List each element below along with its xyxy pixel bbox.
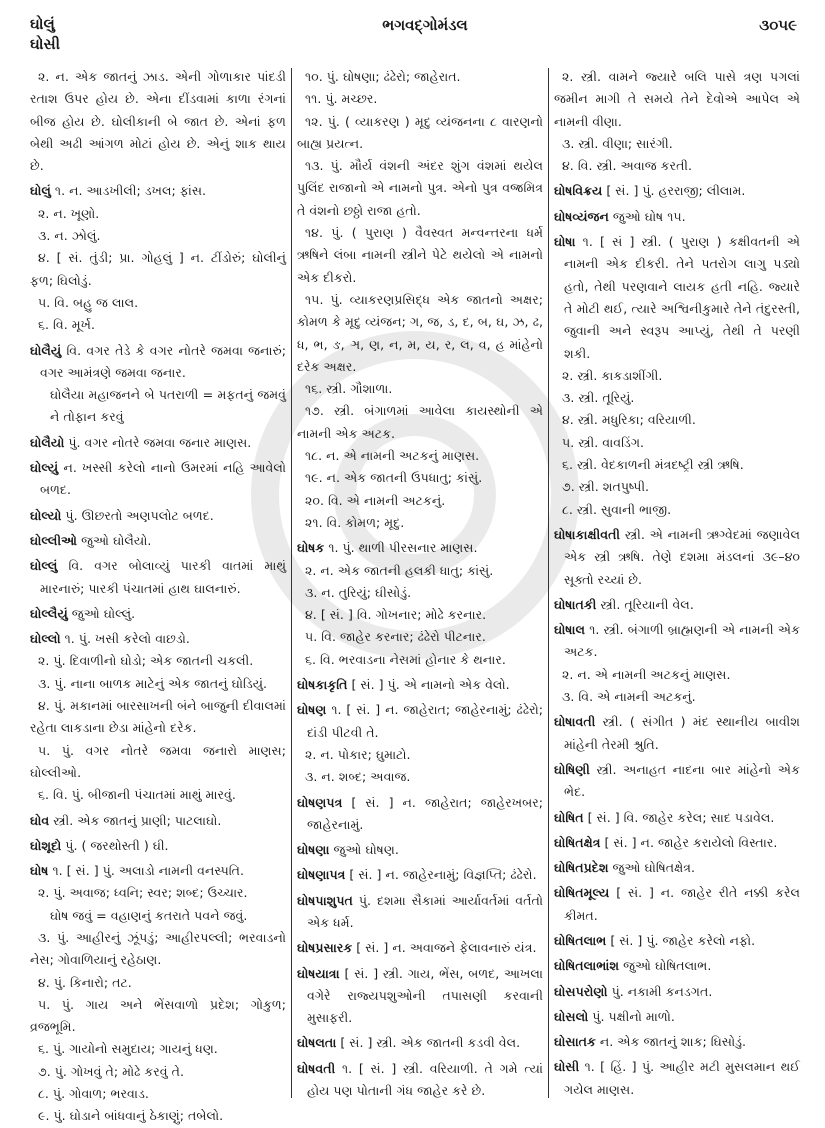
dictionary-entry bbox=[554, 524, 800, 591]
sense-item bbox=[297, 744, 543, 766]
column-3 bbox=[554, 66, 800, 1101]
headword: ઘોષિતક્ષેત્ર bbox=[554, 834, 601, 850]
sense-item bbox=[297, 66, 543, 88]
definition-text: ૪. [ સં. ] વિ. ગોખનાર; મોઢે કરનાર. bbox=[305, 607, 487, 623]
definition-text: સ્ત્રી. એ નામની ઋગ્વેદમાં જણાવેલ એક સ્ત્રી ઋષિ. તેણે દશમા મંડલનાં ૩૯–૪૦ સૂક્તો રચ્યાં છે. bbox=[564, 526, 800, 587]
definition-text: [ સં. ] ન. જાહેર કરાયેલો વિસ્તાર. bbox=[604, 834, 778, 850]
headword: ઘોષલતા bbox=[297, 1035, 337, 1051]
definition-text: સ્ત્રી. એક જાતનું પ્રાણી; પાટલાઘો. bbox=[53, 812, 222, 828]
sense-item bbox=[30, 292, 286, 314]
sense-item bbox=[554, 409, 800, 431]
dictionary-entry bbox=[30, 530, 286, 552]
dictionary-entry bbox=[554, 206, 800, 228]
headword: ઘોષિતમૂલ્ય bbox=[554, 885, 610, 901]
definition-text: ૨. ન. એક જાતની હલકી ધાતુ; કાંસું. bbox=[305, 562, 494, 578]
definition-text: [ સં. ] પું. હરરાજી; લીલામ. bbox=[606, 183, 746, 199]
sense-item bbox=[30, 66, 286, 177]
definition-text: ૨. ન. પોકાર; ઘુમાટો. bbox=[305, 746, 411, 762]
headword: ઘોષણા bbox=[297, 842, 330, 858]
column-2 bbox=[297, 66, 543, 1102]
running-title: ભગવદ્ગોમંડલ bbox=[382, 16, 468, 34]
headword: ઘોષવ્યંજન bbox=[554, 208, 609, 224]
definition-text: ૧. [ સં. ] ન. જાહેરાત; જાહેરનામું; ઢંઢેરો; દાંડી પીટવી તે. bbox=[307, 702, 543, 740]
dictionary-entry bbox=[30, 505, 286, 527]
dictionary-entry bbox=[297, 699, 543, 744]
definition-text: ઘોષ જવું = વહાણનું કતરાતે પવને જવું. bbox=[50, 907, 248, 923]
dictionary-entry bbox=[297, 839, 543, 861]
definition-text: ૨. પું. દિવાળીનો ઘોડો; એક જાતની ચકલી. bbox=[38, 653, 254, 669]
definition-text: જુઓ ઘોષણ. bbox=[333, 842, 399, 858]
headword: ઘોલૈયો bbox=[30, 434, 65, 450]
dictionary-entry bbox=[30, 340, 286, 385]
definition-text: [ સં. ] ન. જાહેર રીતે નક્કી કરેલ કીમત. bbox=[564, 885, 800, 923]
definition-text: ૨. ન. એ નામની અટકનું માણસ. bbox=[562, 666, 731, 682]
definition-text: ૧૫. પું. વ્યાકરણપ્રસિદ્ધ એક જાતનો અક્ષર; કોમળ કે મૃદુ વ્યંજન; ગ, જ, ડ, દ, બ, ઘ, ઝ, ઢ, ધ, ભ, ઙ, ઞ, ણ, ન, મ, ય, ર, લ, વ, હ માંહેનો દરેક અક્ષર. bbox=[297, 291, 543, 374]
definition-text: ૪. [ સં. તુંડી; પ્રા. ગોહલું ] ન. ટીંડોરું; ઘોલીનું ફળ; ઘિલોડું. bbox=[30, 250, 286, 288]
sense-item bbox=[297, 155, 543, 222]
headword: ઘોસલો bbox=[554, 1008, 589, 1024]
definition-text: વિ. વગર તેડે કે વગર નોતરે જમવા જનારું; વગર આમંત્રણે જમવા જનાર. bbox=[40, 342, 286, 380]
sense-item bbox=[554, 686, 800, 708]
definition-text: ન. ખસ્સી કરેલો નાનો ઉમરમાં નહિ આવેલો બળદ. bbox=[40, 460, 286, 498]
sense-item bbox=[30, 247, 286, 292]
definition-text: ઘોલૈયા મહાજનને બે પતરાળી = મફતનું જમવું ને તોફાન કરવું bbox=[50, 387, 286, 425]
sense-item bbox=[297, 400, 543, 445]
dictionary-entry bbox=[30, 603, 286, 625]
sense-item bbox=[30, 1038, 286, 1060]
sense-item bbox=[554, 365, 800, 387]
sense-item bbox=[297, 604, 543, 626]
headword: ઘોસાતક bbox=[554, 1034, 596, 1050]
dictionary-entry bbox=[554, 759, 800, 804]
definition-text: વિ. વગર બોલાવ્યું પારકી વાતમાં માથું મારનારું; પારકી પંચાતમાં હાથ ઘાલનારું. bbox=[40, 558, 286, 596]
dictionary-entry bbox=[554, 832, 800, 854]
sense-item bbox=[30, 203, 286, 225]
definition-text: ૬. વિ. ભરવાડના નેસમાં હોનાર કે થનાર. bbox=[305, 651, 506, 667]
definition-text: ૩. સ્ત્રી. વીણા; સારંગી. bbox=[562, 135, 673, 151]
definition-text: ૨. ન. ખૂણો. bbox=[38, 205, 100, 221]
dictionary-entry bbox=[554, 930, 800, 952]
definition-text: ૧૨. પું. ( વ્યાકરણ ) મૃદુ વ્યંજનના ૮ વારણનો બાહ્ય પ્રયત્ન. bbox=[297, 113, 543, 151]
definition-text: જુઓ ઘોષિતલાભ. bbox=[623, 958, 712, 974]
sense-item bbox=[297, 626, 543, 648]
definition-text: સ્ત્રી. ( સંગીત ) મંદ સ્થાનીય બાવીશ માંહેની તેરમી શ્રુતિ. bbox=[564, 714, 800, 752]
sense-item bbox=[297, 649, 543, 671]
dictionary-entry bbox=[297, 937, 543, 959]
dictionary-entry bbox=[297, 537, 543, 559]
headword: ઘોલ્યું bbox=[30, 460, 59, 476]
headword: ઘોલ્યો bbox=[30, 507, 62, 523]
definition-text: ૭. પું. ગોખવું તે; મોઢે કરવું તે. bbox=[38, 1063, 184, 1079]
definition-text: ૧. ન. આડખીલી; ડખલ; ફાંસ. bbox=[54, 183, 207, 199]
definition-text: [ સં. ] ન. જાહેરનામું; વિજ્ઞપ્તિ; ઢંઢેરો. bbox=[349, 867, 537, 883]
definition-text: ૨. ન. એક જાતનું ઝાડ. એની ગોળાકાર પાંદડી રતાશ ઉપર હોય છે. એના દીંડવામાં કાળા રંગનાં બીજ હોય છે. ઘોલીકાની બે જાત છે. એનાં ફળ બેથી અઢી આંગળ મોટાં હોય છે. એનું શાક થાય છે. bbox=[30, 69, 286, 174]
sense-item bbox=[297, 560, 543, 582]
definition-text: ૧૬. સ્ત્રી. ગૌશાળા. bbox=[305, 381, 393, 397]
sense-item bbox=[30, 225, 286, 247]
definition-text: પું. નકામી કનડગત. bbox=[611, 983, 713, 999]
dictionary-entry bbox=[554, 882, 800, 927]
headword: ઘોલું bbox=[30, 183, 51, 199]
definition-text: ૩. ન. શબ્દ; અવાજ. bbox=[305, 769, 411, 785]
headword: ઘોષણપત્ર bbox=[297, 794, 343, 810]
sense-item bbox=[30, 314, 286, 336]
definition-text: ન. એક જાતનું શાક; ઘિસોડું. bbox=[599, 1034, 747, 1050]
definition-text: ૩. સ્ત્રી. તૂરિયું. bbox=[562, 390, 635, 406]
definition-text: સ્ત્રી. અનાહત નાદના બાર માંહેનો એક ભેદ. bbox=[564, 761, 800, 800]
sense-item bbox=[30, 994, 286, 1039]
definition-text: [ સં. ] ન. જાહેરાત; જાહેરખબર; જાહેરનામું. bbox=[307, 794, 543, 832]
idiom-example bbox=[30, 905, 286, 927]
definition-text: ૧૪. પું. ( પુરાણ ) વૈવસ્વત મન્વન્તરના ધર્મ ઋષિને લંબા નામની સ્ત્રીને પેટે થયેલો એ નામનો એક દીકરો. bbox=[297, 225, 543, 285]
definition-text: ૮. સ્ત્રી. સુવાની ભાજી. bbox=[562, 501, 672, 517]
sense-item bbox=[30, 673, 286, 695]
definition-text: ૭. સ્ત્રી. શતપુષ્પી. bbox=[562, 479, 650, 495]
definition-text: ૧. [ સં. ] સ્ત્રી. વરિયાળી. તે ગમે ત્યાં હોય પણ પોતાની ગંધ જાહેર કરે છે. bbox=[307, 1060, 543, 1099]
definition-text: ૯. પું. ઘોડાને બાંધવાનું ઠેકાણું; તબેલો. bbox=[38, 1108, 224, 1124]
sense-item bbox=[30, 1083, 286, 1105]
definition-text: ૨. સ્ત્રી. વામને જ્યારે બલિ પાસે ત્રણ પગલાં જમીન માગી તે સમયે તેને દેવોએ આપેલ એ નામની વીણા. bbox=[554, 69, 800, 129]
column-divider bbox=[548, 68, 549, 1098]
column-1 bbox=[30, 66, 286, 1128]
headword: ઘોશૂદો bbox=[30, 837, 62, 853]
headword: ઘોષા bbox=[554, 234, 576, 250]
dictionary-entry bbox=[30, 860, 286, 882]
sense-item bbox=[297, 222, 543, 289]
idiom-example bbox=[30, 384, 286, 429]
sense-item bbox=[297, 490, 543, 512]
sense-item bbox=[30, 972, 286, 994]
headword: ઘોષાલ bbox=[554, 622, 586, 638]
headword: ઘોલ્લૈયું bbox=[30, 605, 68, 621]
headword: ઘોલ્લું bbox=[30, 558, 58, 574]
headword: ઘોસી bbox=[554, 1059, 580, 1075]
dictionary-entry bbox=[30, 555, 286, 600]
sense-item bbox=[554, 476, 800, 498]
headword: ઘોષવતી bbox=[297, 1060, 336, 1076]
sense-item bbox=[30, 695, 286, 740]
sense-item bbox=[554, 432, 800, 454]
sense-item bbox=[554, 133, 800, 155]
sense-item bbox=[554, 499, 800, 521]
definition-text: ૬. સ્ત્રી. વેદકાળની મંત્રદષ્ટ્રી સ્ત્રી ઋષિ. bbox=[562, 457, 744, 473]
definition-text: ૨૧. વિ. કોમળ; મૃદુ. bbox=[305, 514, 405, 530]
definition-text: પું. પક્ષીનો માળો. bbox=[592, 1008, 675, 1024]
sense-item bbox=[554, 66, 800, 133]
headword: ઘોષાકાક્ષીવતી bbox=[554, 526, 621, 542]
sense-item bbox=[297, 582, 543, 604]
headword: ઘોષપાશુપત bbox=[297, 892, 353, 908]
column-divider bbox=[291, 68, 292, 1098]
dictionary-entry bbox=[554, 619, 800, 664]
definition-text: ૧૩. પું. મૌર્ય વંશની અંદર શુંગ વંશમાં થયેલ પુલિંદ રાજાનો એ નામનો પુત્ર. એનો પુત્ર વજ્રમિત્ર તે વંશનો છઠ્ઠો રાજા હતો. bbox=[297, 158, 543, 218]
definition-text: પું. દશમા સૈકામાં આર્યાવર્તમાં વર્તતો એક ધર્મ. bbox=[307, 892, 543, 930]
headword: ઘોષપ્રસારક bbox=[297, 940, 353, 956]
sense-item bbox=[554, 155, 800, 177]
headword: ઘોલૈયું bbox=[30, 342, 62, 358]
definition-text: ૩. પું. નાના બાળક માટેનું એક જાતનું ઘોડિયું. bbox=[38, 675, 268, 691]
dictionary-entry bbox=[554, 857, 800, 879]
dictionary-entry bbox=[554, 711, 800, 756]
sense-item bbox=[297, 111, 543, 156]
dictionary-entry bbox=[297, 890, 543, 935]
dictionary-entry bbox=[30, 835, 286, 857]
headword: ઘોષક bbox=[297, 540, 325, 556]
sense-item bbox=[297, 467, 543, 489]
dictionary-entry bbox=[297, 792, 543, 837]
definition-text: જુઓ ઘોલ્લું. bbox=[71, 605, 136, 621]
definition-text: ૧૭. સ્ત્રી. બંગાળમાં આવેલા કાયસ્થોની એ નામની એક અટક. bbox=[297, 403, 543, 441]
definition-text: ૨. સ્ત્રી. કાકડાશીંગી. bbox=[562, 367, 663, 383]
definition-text: ૫. વિ. જાહેર કરનાર; ઢંઢેરો પીટનાર. bbox=[305, 629, 486, 645]
definition-text: ૧. પું. થાળી પીરસનાર માણસ. bbox=[328, 540, 478, 556]
sense-item bbox=[297, 766, 543, 788]
dictionary-entry bbox=[30, 180, 286, 202]
definition-text: ૪. સ્ત્રી. મધુરિકા; વરિયાળી. bbox=[562, 412, 696, 428]
dictionary-entry bbox=[297, 864, 543, 886]
definition-text: જુઓ ઘોષ ૧૫. bbox=[612, 208, 686, 224]
sense-item bbox=[297, 289, 543, 378]
sense-item bbox=[30, 927, 286, 972]
definition-text: [ સં. ] પું. જાહેર કરેલો નફો. bbox=[610, 932, 756, 948]
headword: ઘોલ્લીઓ bbox=[30, 532, 78, 548]
dictionary-entry bbox=[554, 594, 800, 616]
definition-text: ૬. વિ. મૂર્ખ. bbox=[38, 317, 96, 333]
definition-text: પું. ( જરથોસ્તી ) ઘી. bbox=[65, 837, 169, 853]
sense-item bbox=[30, 1061, 286, 1083]
guide-word-first: ઘોલું bbox=[30, 15, 55, 33]
definition-text: ૧. [ સં. ] પું. અલાડો નામની વનસ્પતિ. bbox=[52, 863, 244, 879]
sense-item bbox=[30, 882, 286, 904]
guide-words bbox=[30, 14, 60, 54]
sense-item bbox=[554, 387, 800, 409]
dictionary-entry bbox=[554, 1031, 800, 1053]
definition-text: ૪. પું. કિનારો; તટ. bbox=[38, 974, 132, 990]
dictionary-entry bbox=[554, 1006, 800, 1028]
definition-text: ૧૯. ન. એક જાતની ઉપધાતુ; કાંસું. bbox=[305, 470, 483, 486]
definition-text: ૧. [ સં ] સ્ત્રી. ( પુરાણ ) કક્ષીવતની એ નામની એક દીકરી. તેને પતરોગ લાગુ પડ્યો હતો, તેથી પરણવાને લાયક હતી નહિ. જ્યારે તે મોટી થઈ, ત્યારે અશ્વિનીકુમારે તેને તંદુરસ્તી, જુવાની અને સ્વરૂપ આપ્યું, તેથી તે પરણી શકી. bbox=[564, 234, 800, 361]
sense-item bbox=[297, 378, 543, 400]
definition-text: પું. ઊછરતો અણપલોટ બળદ. bbox=[65, 507, 214, 523]
definition-text: ૬. પું. ગાયોનો સમુદાય; ગાયનું ધણ. bbox=[38, 1041, 218, 1057]
definition-text: પું. વગર નોતરે જમવા જનાર માણસ. bbox=[68, 434, 252, 450]
sense-item bbox=[554, 664, 800, 686]
headword: ઘોષ bbox=[30, 863, 49, 879]
dictionary-entry bbox=[297, 674, 543, 696]
headword: ઘોષિત bbox=[554, 809, 584, 825]
definition-text: ૨૦. વિ. એ નામની અટકનું. bbox=[305, 492, 446, 508]
definition-text: સ્ત્રી. તૂરિયાની વેલ. bbox=[600, 596, 694, 612]
headword: ઘોષિણી bbox=[554, 761, 590, 777]
definition-text: [ સં. ] પું. એ નામનો એક વેલો. bbox=[351, 677, 510, 693]
headword: ઘોષવિક્રય bbox=[554, 183, 603, 199]
definition-text: ૩. વિ. એ નામની અટકનું. bbox=[562, 689, 696, 705]
definition-text: જુઓ ઘોષિતક્ષેત્ર. bbox=[612, 860, 695, 876]
headword: ઘોષકાકૃતિ bbox=[297, 677, 348, 693]
definition-text: ૨. પું. અવાજ; ધ્વનિ; સ્વર; શબ્દ; ઉચ્ચાર. bbox=[38, 885, 248, 901]
sense-item bbox=[554, 454, 800, 476]
guide-word-last: ઘોસી bbox=[30, 35, 60, 53]
dictionary-entry bbox=[30, 628, 286, 650]
definition-text: ૬. વિ. પું. બીજાની પંચાતમાં માથું મારવું. bbox=[38, 787, 236, 803]
definition-text: [ સં. ] સ્ત્રી. એક જાતની કડવી વેલ. bbox=[340, 1035, 521, 1051]
definition-text: ૩. ન. ઝોલું. bbox=[38, 228, 101, 244]
definition-text: ૧. પું. ખસી કરેલો વાછડો. bbox=[64, 631, 190, 647]
page-number: ૩૦૫૯ bbox=[759, 16, 797, 34]
definition-text: ૫. વિ. બહુ જ લાલ. bbox=[38, 294, 139, 310]
headword: ઘોલ્લો bbox=[30, 631, 61, 647]
dictionary-entry bbox=[297, 1058, 543, 1103]
headword: ઘોષિતલાભ bbox=[554, 932, 607, 948]
definition-text: ૪. પું. મકાનમાં બારસાખની બંને બાજુની દીવાલમાં રહેતા લાકડાના છેડા માંહેનો દરેક. bbox=[30, 698, 286, 736]
dictionary-entry bbox=[554, 981, 800, 1003]
definition-text: જુઓ ઘોલૈયો. bbox=[81, 532, 152, 548]
definition-text: [ સં. ] સ્ત્રી. ગાય, ભેંસ, બળદ, આખલા વગેરે રાજ્યપશુઓની તપાસણી કરવાની મુસાફરી. bbox=[307, 965, 543, 1026]
dictionary-entry bbox=[554, 807, 800, 829]
definition-text: ૧૧. પું. મચ્છર. bbox=[305, 91, 378, 107]
headword: ઘોષયાત્રા bbox=[297, 965, 340, 981]
dictionary-entry bbox=[554, 231, 800, 365]
dictionary-entry bbox=[297, 963, 543, 1030]
sense-item bbox=[30, 740, 286, 785]
dictionary-entry bbox=[554, 180, 800, 202]
definition-text: [ સં. ] વિ. જાહેર કરેલ; સાદ પડાવેલ. bbox=[587, 809, 775, 825]
dictionary-entry bbox=[30, 457, 286, 502]
sense-item bbox=[30, 784, 286, 806]
dictionary-entry bbox=[554, 1056, 800, 1101]
headword: ઘોષિતપ્રદેશ bbox=[554, 860, 609, 876]
sense-item bbox=[297, 445, 543, 467]
definition-text: ૩. ન. તુરિયું; ઘીસોડું. bbox=[305, 584, 412, 600]
sense-item bbox=[30, 650, 286, 672]
dictionary-entry bbox=[30, 810, 286, 832]
sense-item bbox=[297, 512, 543, 534]
sense-item bbox=[30, 1105, 286, 1127]
headword: ઘોષાવતી bbox=[554, 714, 596, 730]
definition-text: ૮. પું. ગોવાળ; ભરવાડ. bbox=[38, 1086, 149, 1102]
headword: ઘોષણાપત્ર bbox=[297, 867, 346, 883]
dictionary-entry bbox=[30, 432, 286, 454]
definition-text: ૫. પું. વગર નોતરે જમવા જનારો માણસ; ઘોલ્લીઓ. bbox=[30, 742, 286, 780]
headword: ઘોવ bbox=[30, 812, 50, 828]
headword: ઘોષણ bbox=[297, 702, 327, 718]
definition-text: [ સં. ] ન. અવાજને ફેલાવનારું યંત્ર. bbox=[356, 940, 537, 956]
dictionary-entry bbox=[554, 955, 800, 977]
headword: ઘોષિતલાભાંશ bbox=[554, 958, 620, 974]
definition-text: ૫. સ્ત્રી. વાવડિંગ. bbox=[562, 434, 645, 450]
sense-item bbox=[297, 88, 543, 110]
definition-text: ૩. પું. આહીરનું ઝૂંપડું; આહીરપલ્લી; ભરવાડનો નેસ; ગોવાળિયાનું રહેઠાણ. bbox=[30, 929, 286, 968]
headword: ઘોષાતકી bbox=[554, 596, 597, 612]
dictionary-entry bbox=[297, 1032, 543, 1054]
definition-text: ૫. પું. ગાય અને ભેંસવાળો પ્રદેશ; ગોકુળ; વ્રજભૂમિ. bbox=[30, 996, 286, 1035]
definition-text: ૧૮. ન. એ નામની અટકનું માણસ. bbox=[305, 448, 480, 464]
definition-text: ૧૦. પું. ઘોષણા; ઢંઢેરો; જાહેરાત. bbox=[305, 69, 461, 84]
definition-text: ૪. વિ. સ્ત્રી. અવાજ કરતી. bbox=[562, 158, 693, 174]
definition-text: ૧. સ્ત્રી. બંગાળી બ્રાહ્મણની એ નામની એક અટક. bbox=[564, 622, 800, 660]
definition-text: ૧. [ હિં. ] પું. આહીર મટી મુસલમાન થઈ ગયેલ માણસ. bbox=[564, 1059, 800, 1097]
headword: ઘોસપરોણો bbox=[554, 983, 608, 999]
